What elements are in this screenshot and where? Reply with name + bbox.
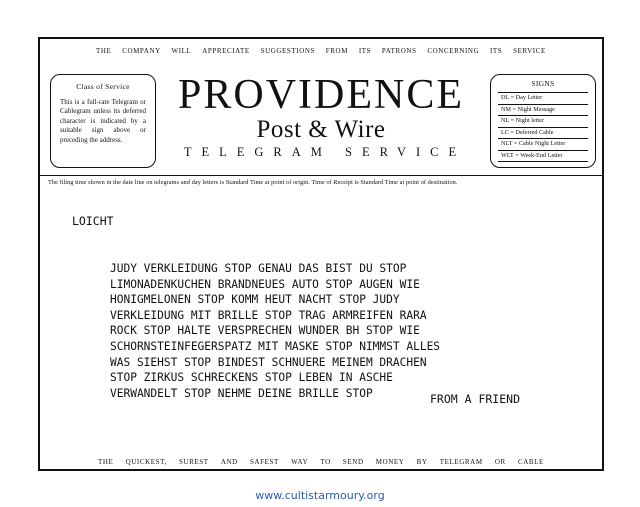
header-word: ITS: [490, 47, 503, 55]
time-notice: The filing time shown in the date line on telegrams and day letters is Standard Time at point of origin. Time of Receipt is Standard Time at point of destination.: [48, 179, 458, 186]
footer-word: QUICKEST,: [125, 458, 167, 466]
header-word: CONCERNING: [427, 47, 480, 55]
header-word: FROM: [325, 47, 349, 55]
footer-word: TO: [320, 458, 331, 466]
message-line: STOP ZIRKUS SCHRECKENS STOP LEBEN IN ASCHE: [110, 371, 393, 385]
message-line: HONIGMELONEN STOP KOMM HEUT NACHT STOP JUDY: [110, 293, 400, 307]
sign-item: DL = Day Letter: [498, 93, 588, 105]
footer-word: BY: [416, 458, 428, 466]
source-link[interactable]: www.cultistarmoury.org: [255, 489, 385, 502]
sign-item: NM = Night Message: [498, 105, 588, 117]
header-word: WILL: [171, 47, 192, 55]
signs-title: SIGNS: [531, 79, 555, 88]
header-word: SUGGESTIONS: [260, 47, 316, 55]
header-word: SERVICE: [513, 47, 546, 55]
footer-word: TELEGRAM: [439, 458, 483, 466]
signs-box: [490, 74, 596, 168]
message-line: WAS SIEHST STOP BINDEST SCHNUERE MEINEM DRACHEN: [110, 355, 427, 369]
telegram-message: [110, 261, 440, 401]
class-of-service-text: This is a full-rate Telegram or Cablegram unless its deferred character is indicated by a suitable sign above or preceding the address.: [60, 98, 146, 144]
message-line: SCHORNSTEINFEGERSPATZ MIT MASKE STOP NIMMST ALLES: [110, 339, 441, 353]
message-line: LIMONADENKUCHEN BRANDNEUES AUTO STOP AUGEN WIE: [110, 277, 420, 291]
message-line: VERWANDELT STOP NEHME DEINE BRILLE STOP: [110, 386, 373, 400]
message-line: VERKLEIDUNG MIT BRILLE STOP TRAG ARMREIFEN RARA: [110, 308, 427, 322]
company-subtitle: Post & Wire: [256, 116, 386, 143]
footer-word: SEND: [342, 458, 364, 466]
sign-item: NL = Night letter: [498, 116, 588, 128]
message-line: JUDY VERKLEIDUNG STOP GENAU DAS BIST DU STOP: [110, 262, 407, 275]
footer-slogan: [40, 458, 602, 466]
sign-item: WLT = Week-End Letter: [498, 151, 588, 163]
header-slogan: [40, 47, 602, 55]
header-word: ITS: [358, 47, 372, 55]
footer-word: SUREST: [179, 458, 209, 466]
header-word: PATRONS: [381, 47, 417, 55]
signs-list: [498, 92, 588, 162]
footer-word: SAFEST: [250, 458, 279, 466]
divider: [40, 175, 602, 176]
footer-word: WAY: [291, 458, 309, 466]
footer-word: OR: [494, 458, 506, 466]
addressee: LOICHT: [72, 214, 114, 228]
sign-item: NLT = Cable Night Letter: [498, 139, 588, 151]
class-of-service-title: Class of Service: [76, 82, 130, 91]
telegram-form: [38, 37, 604, 471]
footer-word: CABLE: [517, 458, 544, 466]
footer-word: THE: [98, 458, 114, 466]
message-line: ROCK STOP HALTE VERSPRECHEN WUNDER BH STOP WIE: [110, 324, 420, 338]
service-label: TELEGRAM SERVICE: [183, 145, 467, 159]
company-title: PROVIDENCE: [177, 72, 464, 118]
header-word: THE: [96, 47, 112, 55]
footer-word: AND: [220, 458, 238, 466]
sign-item: LC = Deferred Cable: [498, 128, 588, 140]
footer-word: MONEY: [375, 458, 405, 466]
signature: FROM A FRIEND: [430, 392, 521, 406]
header-word: COMPANY: [122, 47, 161, 55]
header-word: APPRECIATE: [202, 47, 250, 55]
